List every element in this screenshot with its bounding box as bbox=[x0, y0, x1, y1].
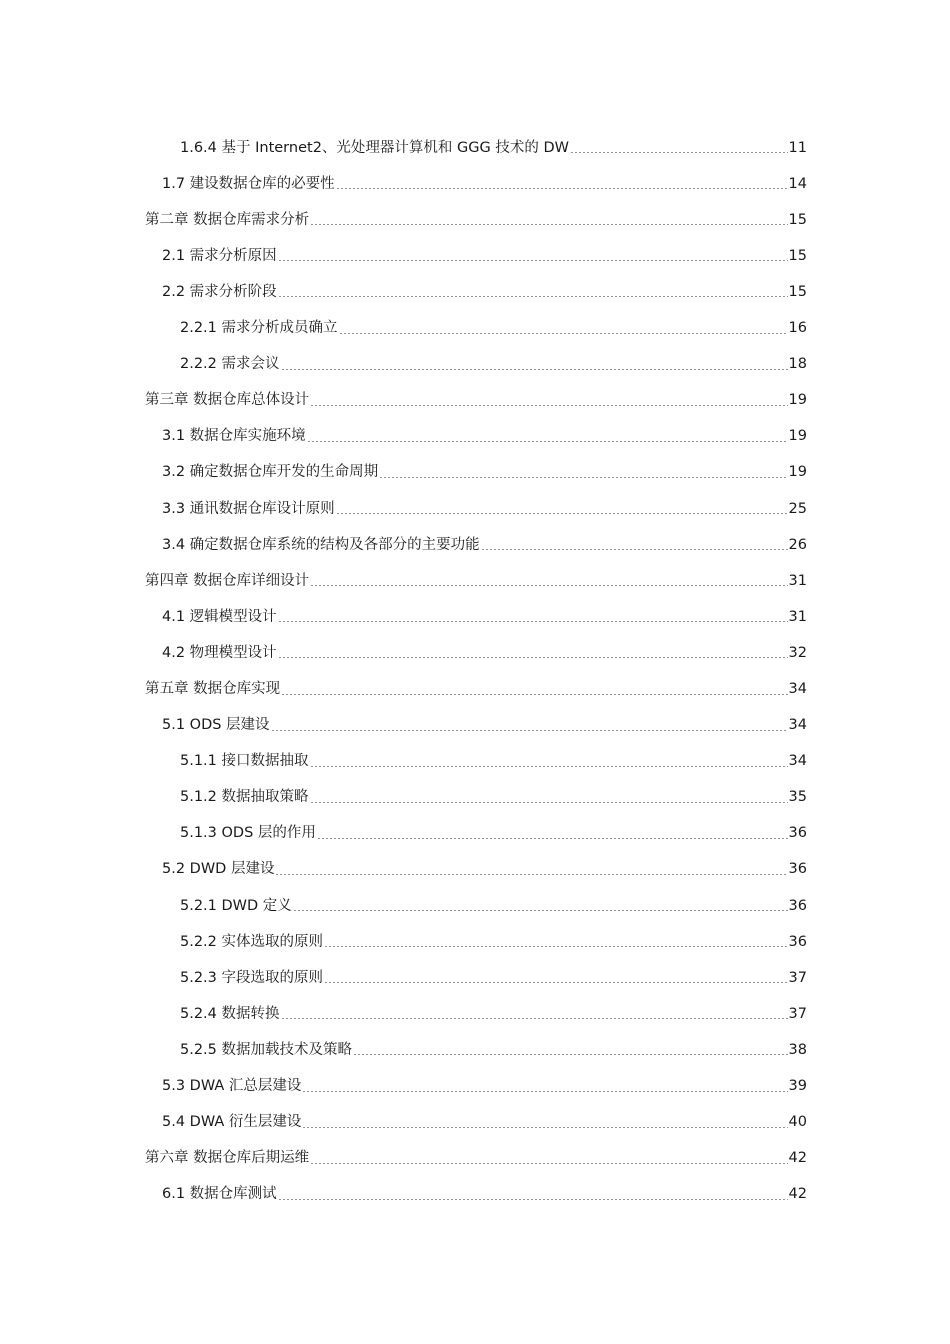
toc-page-number: 36 bbox=[788, 933, 807, 950]
toc-entry-title: 第五章 数据仓库实现 bbox=[145, 681, 281, 697]
toc-entry-title: 1.6.4 基于 Internet2、光处理器计算机和 GGG 技术的 DW bbox=[180, 139, 569, 156]
toc-page-number: 15 bbox=[788, 247, 807, 264]
toc-page-number: 11 bbox=[788, 139, 807, 156]
toc-entry[interactable] bbox=[145, 408, 807, 444]
toc-entry[interactable] bbox=[145, 480, 807, 516]
toc-page-number: 39 bbox=[788, 1078, 807, 1095]
toc-dot-leader bbox=[278, 621, 788, 622]
toc-entry-title: 5.1.3 ODS 层的作用 bbox=[180, 825, 316, 842]
toc-entry-title: 5.2 DWD 层建设 bbox=[162, 861, 275, 878]
toc-dot-leader bbox=[310, 585, 787, 586]
toc-dot-leader bbox=[278, 296, 788, 297]
toc-dot-leader bbox=[278, 1199, 788, 1200]
toc-entry[interactable] bbox=[145, 299, 807, 335]
toc-dot-leader bbox=[271, 730, 788, 731]
toc-entry[interactable] bbox=[145, 588, 807, 624]
toc-dot-leader bbox=[275, 874, 787, 875]
toc-entry[interactable] bbox=[145, 949, 807, 985]
toc-page-number: 16 bbox=[788, 320, 807, 337]
toc-dot-leader bbox=[336, 188, 788, 189]
toc-entry-title: 5.1.2 数据抽取策略 bbox=[180, 789, 309, 806]
toc-entry[interactable] bbox=[145, 660, 807, 696]
toc-page-number: 38 bbox=[788, 1041, 807, 1058]
toc-entry[interactable] bbox=[145, 155, 807, 191]
toc-dot-leader bbox=[278, 657, 788, 658]
toc-page-number: 42 bbox=[788, 1150, 807, 1167]
toc-entry-title: 2.2.2 需求会议 bbox=[180, 356, 280, 373]
toc-entry[interactable] bbox=[145, 372, 807, 408]
toc-entry-title: 第三章 数据仓库总体设计 bbox=[145, 392, 310, 409]
toc-entry-title: 5.1 ODS 层建设 bbox=[162, 717, 270, 734]
toc-dot-leader bbox=[310, 224, 787, 225]
toc-entry-title: 6.1 数据仓库测试 bbox=[162, 1186, 277, 1203]
toc-page-number: 18 bbox=[788, 356, 807, 373]
toc-page-number: 19 bbox=[788, 392, 807, 409]
toc-page-number: 35 bbox=[788, 789, 807, 806]
toc-entry-title: 5.2.5 数据加载技术及策略 bbox=[180, 1041, 353, 1058]
toc-entry[interactable] bbox=[145, 119, 807, 155]
toc-entry-title: 2.2.1 需求分析成员确立 bbox=[180, 320, 338, 337]
toc-entry[interactable] bbox=[145, 877, 807, 913]
toc-entry-title: 第六章 数据仓库后期运维 bbox=[145, 1150, 310, 1167]
toc-page-number: 34 bbox=[788, 753, 807, 770]
toc-entry[interactable] bbox=[145, 1130, 807, 1166]
toc-dot-leader bbox=[324, 946, 788, 947]
toc-dot-leader bbox=[353, 1054, 788, 1055]
toc-page-number: 31 bbox=[788, 608, 807, 625]
toc-page-number: 19 bbox=[788, 464, 807, 481]
toc-dot-leader bbox=[278, 260, 788, 261]
toc-dot-leader bbox=[481, 549, 788, 550]
toc-dot-leader bbox=[310, 1163, 787, 1164]
toc-page-number: 37 bbox=[788, 969, 807, 986]
toc-entry[interactable] bbox=[145, 769, 807, 805]
toc-entry-title: 2.1 需求分析原因 bbox=[162, 247, 277, 264]
toc-entry-title: 第二章 数据仓库需求分析 bbox=[145, 211, 310, 228]
toc-page-number: 19 bbox=[788, 428, 807, 445]
toc-entry[interactable] bbox=[145, 263, 807, 299]
toc-dot-leader bbox=[317, 838, 788, 839]
toc-entry[interactable] bbox=[145, 733, 807, 769]
toc-page-number: 36 bbox=[788, 825, 807, 842]
toc-page-number: 31 bbox=[788, 572, 807, 589]
toc-entry-title: 5.2.4 数据转换 bbox=[180, 1005, 280, 1022]
toc-entry-title: 3.3 通讯数据仓库设计原则 bbox=[162, 500, 335, 517]
toc-dot-leader bbox=[336, 513, 788, 514]
toc-entry[interactable] bbox=[145, 1166, 807, 1202]
toc-entry[interactable] bbox=[145, 985, 807, 1021]
toc-page-number: 26 bbox=[788, 536, 807, 553]
toc-entry[interactable] bbox=[145, 191, 807, 227]
toc-dot-leader bbox=[293, 910, 788, 911]
toc-page-number: 34 bbox=[788, 717, 807, 734]
toc-dot-leader bbox=[302, 1091, 787, 1092]
toc-dot-leader bbox=[310, 766, 788, 767]
toc-dot-leader bbox=[339, 333, 788, 334]
toc-entry-title: 5.2.2 实体选取的原则 bbox=[180, 933, 324, 950]
toc-entry-title: 5.2.3 字段选取的原则 bbox=[180, 969, 324, 986]
toc-page-number: 36 bbox=[788, 861, 807, 878]
toc-entry[interactable] bbox=[145, 1094, 807, 1130]
toc-entry-title: 4.1 逻辑模型设计 bbox=[162, 608, 277, 625]
toc-entry[interactable] bbox=[145, 805, 807, 841]
toc-entry-title: 5.2.1 DWD 定义 bbox=[180, 897, 292, 914]
toc-dot-leader bbox=[302, 1127, 787, 1128]
toc-page-number: 40 bbox=[788, 1114, 807, 1131]
toc-page-number: 15 bbox=[788, 211, 807, 228]
toc-entry[interactable] bbox=[145, 516, 807, 552]
toc-entry-title: 3.2 确定数据仓库开发的生命周期 bbox=[162, 464, 379, 481]
toc-page-number: 37 bbox=[788, 1005, 807, 1022]
table-of-contents bbox=[145, 119, 807, 1202]
toc-dot-leader bbox=[570, 152, 788, 153]
toc-entry[interactable] bbox=[145, 913, 807, 949]
toc-dot-leader bbox=[307, 441, 788, 442]
toc-entry-title: 第四章 数据仓库详细设计 bbox=[145, 572, 310, 589]
toc-entry[interactable] bbox=[145, 1057, 807, 1093]
toc-dot-leader bbox=[324, 982, 788, 983]
toc-page-number: 15 bbox=[788, 283, 807, 300]
toc-entry[interactable] bbox=[145, 1021, 807, 1057]
toc-dot-leader bbox=[310, 405, 787, 406]
toc-entry[interactable] bbox=[145, 227, 807, 263]
toc-dot-leader bbox=[310, 802, 788, 803]
toc-entry[interactable] bbox=[145, 624, 807, 660]
toc-entry-title: 3.4 确定数据仓库系统的结构及各部分的主要功能 bbox=[162, 536, 480, 553]
toc-entry-title: 5.4 DWA 衍生层建设 bbox=[162, 1114, 302, 1131]
toc-entry[interactable] bbox=[145, 336, 807, 372]
toc-page-number: 14 bbox=[788, 175, 807, 192]
toc-entry-title: 1.7 建设数据仓库的必要性 bbox=[162, 175, 335, 192]
toc-dot-leader bbox=[281, 1018, 788, 1019]
toc-dot-leader bbox=[379, 477, 787, 478]
toc-page-number: 32 bbox=[788, 644, 807, 661]
toc-entry-title: 5.3 DWA 汇总层建设 bbox=[162, 1078, 302, 1095]
toc-entry-title: 5.1.1 接口数据抽取 bbox=[180, 753, 309, 770]
toc-entry[interactable] bbox=[145, 697, 807, 733]
toc-entry-title: 3.1 数据仓库实施环境 bbox=[162, 428, 306, 445]
toc-entry[interactable] bbox=[145, 841, 807, 877]
toc-dot-leader bbox=[281, 369, 788, 370]
toc-dot-leader bbox=[281, 694, 787, 695]
toc-entry[interactable] bbox=[145, 444, 807, 480]
toc-page-number: 34 bbox=[788, 681, 807, 697]
toc-page-number: 36 bbox=[788, 897, 807, 914]
toc-page-number: 42 bbox=[788, 1186, 807, 1203]
toc-entry[interactable] bbox=[145, 552, 807, 588]
toc-entry-title: 4.2 物理模型设计 bbox=[162, 644, 277, 661]
toc-page-number: 25 bbox=[788, 500, 807, 517]
toc-entry-title: 2.2 需求分析阶段 bbox=[162, 283, 277, 300]
